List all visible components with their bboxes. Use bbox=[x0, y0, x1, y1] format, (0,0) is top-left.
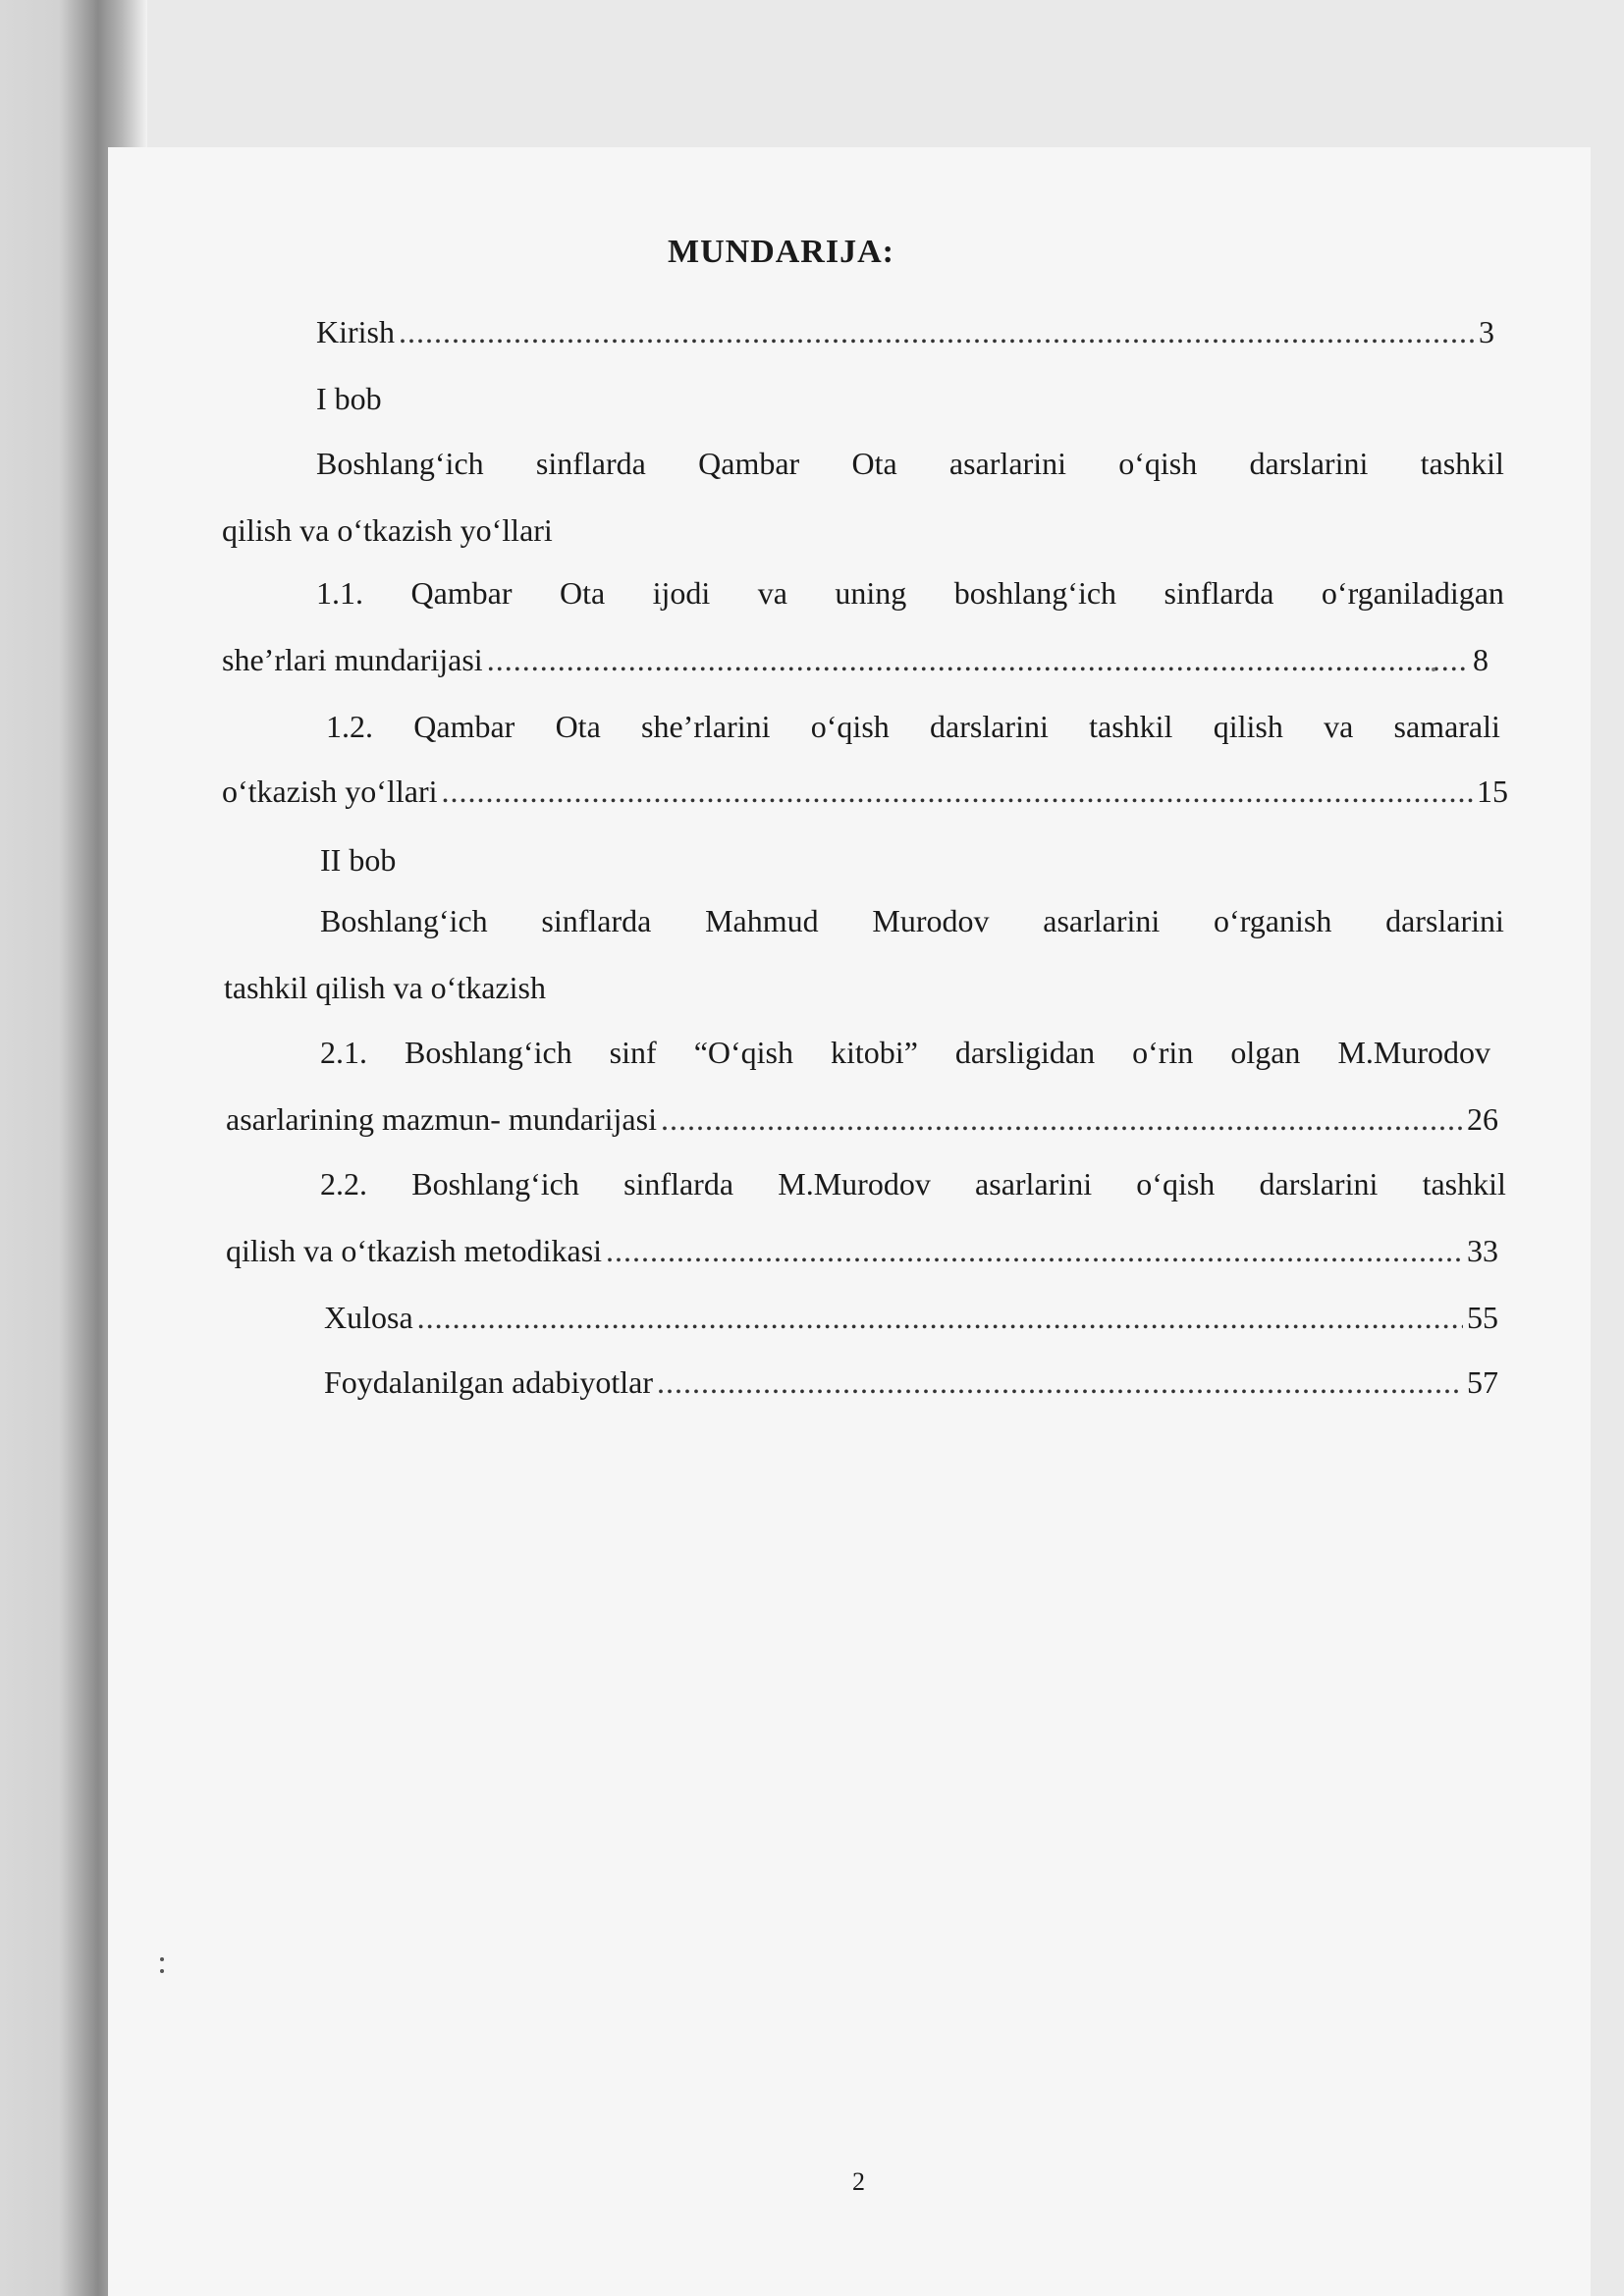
word: Ota bbox=[555, 709, 601, 744]
word: M.Murodov bbox=[1337, 1035, 1490, 1070]
word: sinflarda bbox=[1164, 575, 1274, 611]
word: sinflarda bbox=[535, 446, 646, 481]
dot-leader bbox=[661, 1099, 1463, 1139]
word: “O‘qish bbox=[693, 1035, 793, 1070]
word: 1.1. bbox=[316, 575, 363, 611]
toc-entry-label: Kirish bbox=[316, 314, 395, 349]
chapter-label: I bob bbox=[316, 381, 382, 416]
word: sinf bbox=[609, 1035, 657, 1070]
section-title-line bbox=[320, 1164, 1506, 1203]
word: va bbox=[757, 575, 787, 611]
chapter-label: II bob bbox=[320, 842, 397, 878]
word: boshlang‘ich bbox=[953, 575, 1117, 611]
word: darslarini bbox=[1249, 446, 1369, 481]
word: asarlarini bbox=[948, 446, 1066, 481]
page-number: 2 bbox=[852, 2167, 865, 2196]
word: sinflarda bbox=[541, 903, 652, 938]
chapter-title-line bbox=[320, 901, 1504, 940]
page-title: MUNDARIJA: bbox=[668, 234, 894, 270]
toc-entry-label: she’rlari mundarijasi bbox=[222, 642, 483, 677]
toc-entry-label: Xulosa bbox=[324, 1300, 413, 1335]
chapter-title-line: qilish va o‘tkazish yo‘llari bbox=[222, 512, 553, 548]
dot-leader bbox=[417, 1298, 1463, 1337]
word: kitobi” bbox=[831, 1035, 918, 1070]
word: tashkil bbox=[1420, 446, 1504, 481]
word: darslarini bbox=[1259, 1166, 1379, 1201]
word: samarali bbox=[1393, 709, 1500, 744]
scan-speck bbox=[160, 1957, 164, 1961]
word: Boshlang‘ich bbox=[320, 903, 488, 938]
toc-entry-label: qilish va o‘tkazish metodikasi bbox=[226, 1233, 603, 1268]
word: Mahmud bbox=[705, 903, 819, 938]
word: ijodi bbox=[652, 575, 711, 611]
word: 2.1. bbox=[320, 1035, 367, 1070]
word: darslarini bbox=[1385, 903, 1504, 938]
toc-entry-conclusion bbox=[324, 1298, 1498, 1337]
toc-entry-references bbox=[324, 1362, 1498, 1402]
word: Qambar bbox=[698, 446, 800, 481]
word: olgan bbox=[1230, 1035, 1301, 1070]
word: o‘rganish bbox=[1214, 903, 1332, 938]
toc-entry-page: 57 bbox=[1467, 1364, 1498, 1400]
word: o‘qish bbox=[810, 709, 890, 744]
word: 2.2. bbox=[320, 1166, 367, 1201]
word: M.Murodov bbox=[778, 1166, 931, 1201]
word: tashkil bbox=[1089, 709, 1173, 744]
word: o‘qish bbox=[1118, 446, 1198, 481]
scan-speck bbox=[1432, 667, 1435, 671]
dot-leader bbox=[441, 772, 1473, 811]
word: uning bbox=[835, 575, 907, 611]
word: Boshlang‘ich bbox=[411, 1166, 579, 1201]
word: asarlarini bbox=[1043, 903, 1161, 938]
toc-entry-intro bbox=[316, 312, 1494, 351]
word: darsligidan bbox=[954, 1035, 1096, 1070]
chapter-title-line bbox=[316, 444, 1504, 483]
toc-entry-page: 33 bbox=[1467, 1233, 1498, 1268]
word: va bbox=[1324, 709, 1354, 744]
word: darslarini bbox=[930, 709, 1049, 744]
toc-entry-page: 55 bbox=[1467, 1300, 1498, 1335]
dot-leader bbox=[487, 640, 1469, 679]
word: tashkil bbox=[1422, 1166, 1506, 1201]
toc-entry-section-1-1 bbox=[222, 640, 1489, 679]
dot-leader bbox=[657, 1362, 1463, 1402]
toc-entry-page: 8 bbox=[1473, 642, 1489, 677]
word: Ota bbox=[851, 446, 897, 481]
word: Boshlang‘ich bbox=[405, 1035, 572, 1070]
word: qilish bbox=[1213, 709, 1283, 744]
toc-entry-page: 3 bbox=[1479, 314, 1494, 349]
section-title-line bbox=[326, 707, 1500, 746]
toc-entry-section-2-2 bbox=[226, 1231, 1498, 1270]
toc-entry-section-1-2 bbox=[222, 772, 1508, 811]
toc-entry-section-2-1 bbox=[226, 1099, 1498, 1139]
section-title-line bbox=[316, 573, 1504, 613]
chapter-title-line: tashkil qilish va o‘tkazish bbox=[224, 970, 546, 1005]
word: Murodov bbox=[872, 903, 990, 938]
word: Ota bbox=[559, 575, 606, 611]
word: Boshlang‘ich bbox=[316, 446, 484, 481]
toc-entry-page: 15 bbox=[1477, 774, 1508, 809]
word: 1.2. bbox=[326, 709, 373, 744]
word: she’rlarini bbox=[641, 709, 771, 744]
word: o‘rin bbox=[1132, 1035, 1194, 1070]
toc-entry-label: o‘tkazish yo‘llari bbox=[222, 774, 438, 809]
toc-entry-label: Foydalanilgan adabiyotlar bbox=[324, 1364, 654, 1400]
word: asarlarini bbox=[975, 1166, 1093, 1201]
section-title-line bbox=[320, 1033, 1490, 1072]
word: sinflarda bbox=[623, 1166, 734, 1201]
dot-leader bbox=[606, 1231, 1463, 1270]
word: Qambar bbox=[410, 575, 513, 611]
scan-speck bbox=[160, 1969, 164, 1973]
word: Qambar bbox=[413, 709, 515, 744]
toc-entry-page: 26 bbox=[1467, 1101, 1498, 1137]
dot-leader bbox=[399, 312, 1475, 351]
word: o‘qish bbox=[1136, 1166, 1216, 1201]
word: o‘rganiladigan bbox=[1321, 575, 1504, 611]
toc-entry-label: asarlarining mazmun- mundarijasi bbox=[226, 1101, 657, 1137]
